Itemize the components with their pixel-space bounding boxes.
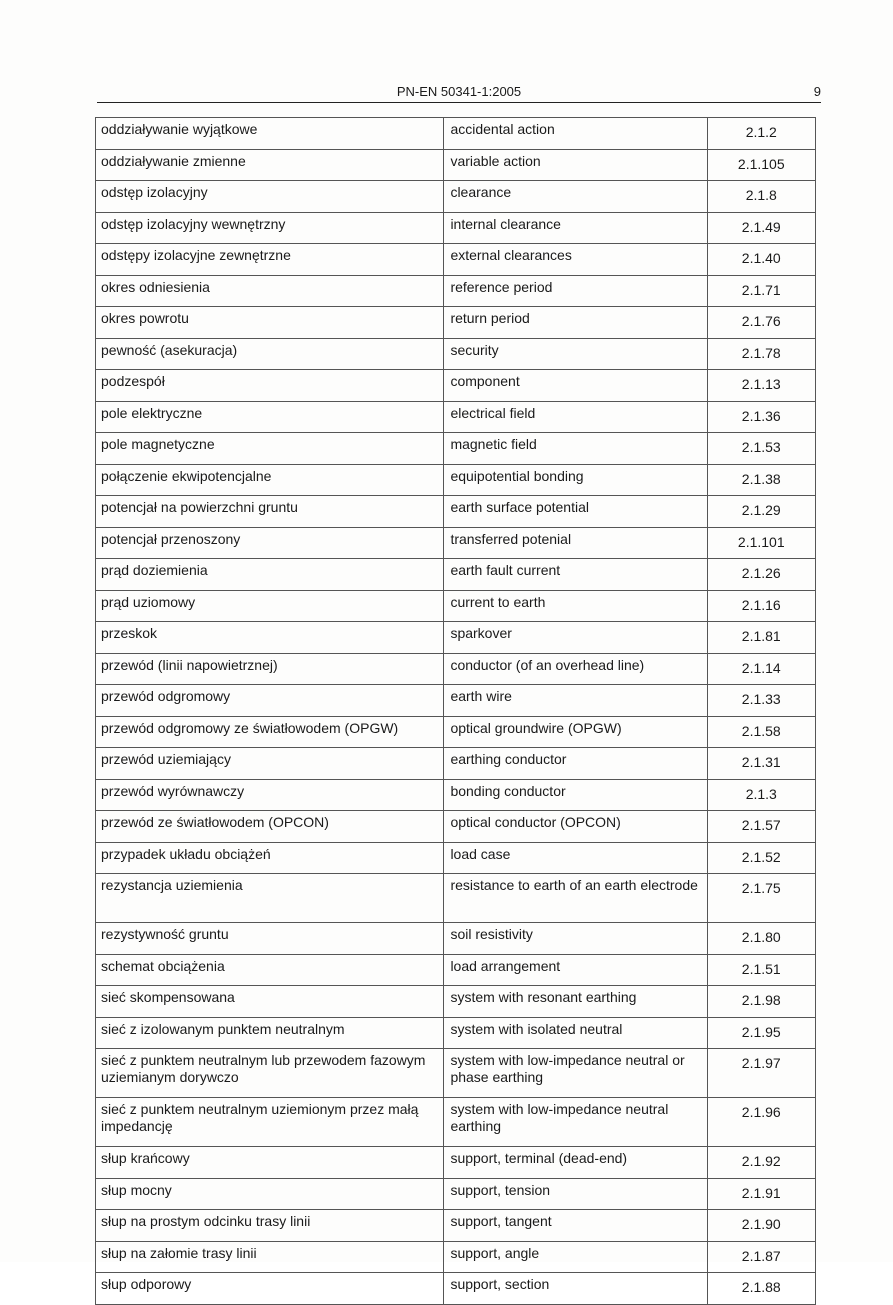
table-row <box>96 338 816 370</box>
english-term: support, angle <box>444 1241 707 1273</box>
clause-reference: 2.1.53 <box>707 433 815 465</box>
english-term: security <box>444 338 707 370</box>
english-term: accidental action <box>444 118 707 150</box>
clause-reference: 2.1.91 <box>707 1178 815 1210</box>
english-term: magnetic field <box>444 433 707 465</box>
english-term: earth wire <box>444 685 707 717</box>
english-term: earth surface potential <box>444 496 707 528</box>
clause-reference: 2.1.76 <box>707 307 815 339</box>
english-term: variable action <box>444 149 707 181</box>
clause-reference: 2.1.57 <box>707 811 815 843</box>
clause-reference: 2.1.2 <box>707 118 815 150</box>
clause-reference: 2.1.71 <box>707 275 815 307</box>
clause-reference: 2.1.38 <box>707 464 815 496</box>
clause-reference: 2.1.78 <box>707 338 815 370</box>
english-term: internal clearance <box>444 212 707 244</box>
table-row <box>96 923 816 955</box>
english-term: resistance to earth of an earth electrode <box>444 874 707 923</box>
clause-reference: 2.1.16 <box>707 590 815 622</box>
table-row <box>96 244 816 276</box>
table-row <box>96 716 816 748</box>
polish-term: oddziaływanie wyjątkowe <box>96 118 444 150</box>
clause-reference: 2.1.26 <box>707 559 815 591</box>
english-term: support, section <box>444 1273 707 1305</box>
table-row <box>96 779 816 811</box>
table-row <box>96 496 816 528</box>
english-term: earthing conductor <box>444 748 707 780</box>
page-number: 9 <box>813 84 821 99</box>
clause-reference: 2.1.101 <box>707 527 815 559</box>
table-row <box>96 1178 816 1210</box>
polish-term: schemat obciążenia <box>96 954 444 986</box>
polish-term: słup krańcowy <box>96 1147 444 1179</box>
english-term: support, terminal (dead-end) <box>444 1147 707 1179</box>
english-term: earth fault current <box>444 559 707 591</box>
english-term: system with isolated neutral <box>444 1017 707 1049</box>
polish-term: przeskok <box>96 622 444 654</box>
table-row <box>96 1049 816 1098</box>
polish-term: prąd uziomowy <box>96 590 444 622</box>
polish-term: sieć z punktem neutralnym lub przewodem fazowym uziemianym dorywczo <box>96 1049 444 1098</box>
english-term: system with resonant earthing <box>444 986 707 1018</box>
clause-reference: 2.1.105 <box>707 149 815 181</box>
clause-reference: 2.1.97 <box>707 1049 815 1098</box>
polish-term: przewód odgromowy ze światłowodem (OPGW) <box>96 716 444 748</box>
clause-reference: 2.1.31 <box>707 748 815 780</box>
polish-term: podzespół <box>96 370 444 402</box>
header-rule <box>97 102 821 103</box>
english-term: support, tangent <box>444 1210 707 1242</box>
table-row <box>96 1017 816 1049</box>
table-row <box>96 986 816 1018</box>
table-row <box>96 1098 816 1147</box>
table-body <box>96 118 816 1305</box>
english-term: transferred potenial <box>444 527 707 559</box>
table-row <box>96 559 816 591</box>
table-row <box>96 1210 816 1242</box>
table-row <box>96 1273 816 1305</box>
table-row <box>96 842 816 874</box>
clause-reference: 2.1.96 <box>707 1098 815 1147</box>
polish-term: odstęp izolacyjny <box>96 181 444 213</box>
polish-term: potencjał na powierzchni gruntu <box>96 496 444 528</box>
clause-reference: 2.1.92 <box>707 1147 815 1179</box>
polish-term: słup na prostym odcinku trasy linii <box>96 1210 444 1242</box>
clause-reference: 2.1.90 <box>707 1210 815 1242</box>
polish-term: okres odniesienia <box>96 275 444 307</box>
table-row <box>96 181 816 213</box>
polish-term: przewód odgromowy <box>96 685 444 717</box>
polish-term: rezystancja uziemienia <box>96 874 444 923</box>
clause-reference: 2.1.29 <box>707 496 815 528</box>
english-term: load case <box>444 842 707 874</box>
english-term: current to earth <box>444 590 707 622</box>
clause-reference: 2.1.98 <box>707 986 815 1018</box>
page-header <box>97 84 821 102</box>
table-row <box>96 118 816 150</box>
english-term: soil resistivity <box>444 923 707 955</box>
clause-reference: 2.1.40 <box>707 244 815 276</box>
polish-term: słup na załomie trasy linii <box>96 1241 444 1273</box>
table-row <box>96 874 816 923</box>
polish-term: sieć z izolowanym punktem neutralnym <box>96 1017 444 1049</box>
clause-reference: 2.1.52 <box>707 842 815 874</box>
english-term: system with low-impedance neutral or phase earthing <box>444 1049 707 1098</box>
english-term: sparkover <box>444 622 707 654</box>
english-term: optical groundwire (OPGW) <box>444 716 707 748</box>
polish-term: sieć z punktem neutralnym uziemionym przez małą impedancję <box>96 1098 444 1147</box>
polish-term: połączenie ekwipotencjalne <box>96 464 444 496</box>
table-row <box>96 212 816 244</box>
table-row <box>96 401 816 433</box>
clause-reference: 2.1.88 <box>707 1273 815 1305</box>
english-term: electrical field <box>444 401 707 433</box>
polish-term: pole magnetyczne <box>96 433 444 465</box>
clause-reference: 2.1.14 <box>707 653 815 685</box>
table-row <box>96 433 816 465</box>
english-term: external clearances <box>444 244 707 276</box>
english-term: equipotential bonding <box>444 464 707 496</box>
polish-term: odstępy izolacyjne zewnętrzne <box>96 244 444 276</box>
table-row <box>96 527 816 559</box>
table-row <box>96 307 816 339</box>
polish-term: potencjał przenoszony <box>96 527 444 559</box>
polish-term: rezystywność gruntu <box>96 923 444 955</box>
english-term: reference period <box>444 275 707 307</box>
clause-reference: 2.1.49 <box>707 212 815 244</box>
clause-reference: 2.1.36 <box>707 401 815 433</box>
polish-term: prąd doziemienia <box>96 559 444 591</box>
table-row <box>96 748 816 780</box>
clause-reference: 2.1.33 <box>707 685 815 717</box>
polish-term: oddziaływanie zmienne <box>96 149 444 181</box>
clause-reference: 2.1.80 <box>707 923 815 955</box>
standard-title: PN-EN 50341-1:2005 <box>396 84 522 99</box>
english-term: bonding conductor <box>444 779 707 811</box>
polish-term: przypadek układu obciążeń <box>96 842 444 874</box>
table-row <box>96 685 816 717</box>
polish-term: słup mocny <box>96 1178 444 1210</box>
clause-reference: 2.1.8 <box>707 181 815 213</box>
clause-reference: 2.1.13 <box>707 370 815 402</box>
clause-reference: 2.1.51 <box>707 954 815 986</box>
table-row <box>96 149 816 181</box>
polish-term: słup odporowy <box>96 1273 444 1305</box>
english-term: load arrangement <box>444 954 707 986</box>
polish-term: przewód (linii napowietrznej) <box>96 653 444 685</box>
table-row <box>96 811 816 843</box>
polish-term: sieć skompensowana <box>96 986 444 1018</box>
english-term: clearance <box>444 181 707 213</box>
polish-term: przewód ze światłowodem (OPCON) <box>96 811 444 843</box>
table-row <box>96 464 816 496</box>
polish-term: przewód wyrównawczy <box>96 779 444 811</box>
clause-reference: 2.1.95 <box>707 1017 815 1049</box>
clause-reference: 2.1.58 <box>707 716 815 748</box>
table-row <box>96 1241 816 1273</box>
polish-term: pewność (asekuracja) <box>96 338 444 370</box>
table-row <box>96 622 816 654</box>
english-term: component <box>444 370 707 402</box>
clause-reference: 2.1.81 <box>707 622 815 654</box>
table-row <box>96 275 816 307</box>
english-term: conductor (of an overhead line) <box>444 653 707 685</box>
table-row <box>96 590 816 622</box>
table-row <box>96 954 816 986</box>
clause-reference: 2.1.75 <box>707 874 815 923</box>
polish-term: pole elektryczne <box>96 401 444 433</box>
table-row <box>96 653 816 685</box>
table-row <box>96 370 816 402</box>
clause-reference: 2.1.3 <box>707 779 815 811</box>
terminology-table <box>95 117 816 1305</box>
english-term: return period <box>444 307 707 339</box>
english-term: optical conductor (OPCON) <box>444 811 707 843</box>
polish-term: okres powrotu <box>96 307 444 339</box>
polish-term: przewód uziemiający <box>96 748 444 780</box>
clause-reference: 2.1.87 <box>707 1241 815 1273</box>
table-row <box>96 1147 816 1179</box>
english-term: support, tension <box>444 1178 707 1210</box>
english-term: system with low-impedance neutral earthing <box>444 1098 707 1147</box>
polish-term: odstęp izolacyjny wewnętrzny <box>96 212 444 244</box>
